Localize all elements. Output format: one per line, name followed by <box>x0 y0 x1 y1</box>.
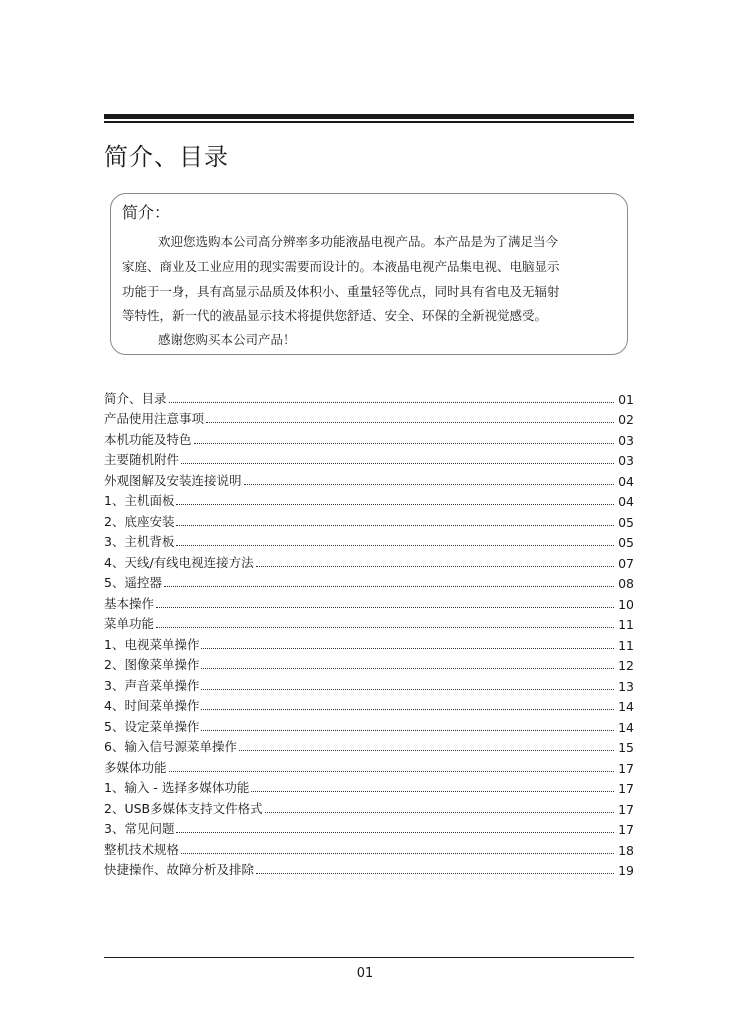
intro-heading: 简介： <box>122 203 171 222</box>
toc-entry-page: 14 <box>618 699 634 714</box>
toc-entry <box>104 427 634 448</box>
toc-entry-page: 14 <box>618 719 634 735</box>
toc-leader-dots <box>164 585 614 587</box>
toc-entry-page: 07 <box>618 555 634 571</box>
toc-entry <box>104 796 634 817</box>
toc-entry <box>104 694 634 715</box>
toc-entry-page: 12 <box>618 658 634 673</box>
toc-entry-label: 4、时间菜单操作 <box>104 698 200 713</box>
toc-entry <box>104 837 634 858</box>
toc-entry-label: 1、输入 - 选择多媒体功能 <box>104 780 250 795</box>
toc-entry-page: 17 <box>618 781 634 796</box>
toc-leader-dots <box>201 667 614 669</box>
toc-entry-label: 3、声音菜单操作 <box>104 677 200 693</box>
toc-entry <box>104 735 634 756</box>
toc-entry-page: 13 <box>618 678 634 694</box>
toc-entry <box>104 755 634 776</box>
toc-entry-label: 6、输入信号源菜单操作 <box>104 739 237 754</box>
toc-entry-page: 04 <box>618 473 634 489</box>
toc-entry <box>104 550 634 571</box>
header-rule-thick <box>104 114 634 119</box>
toc-leader-dots <box>181 852 614 854</box>
toc-entry-label: 5、设定菜单操作 <box>104 718 200 734</box>
toc-entry-page: 01 <box>618 391 634 407</box>
toc-leader-dots <box>181 462 614 464</box>
header-rule-thin <box>104 121 634 123</box>
toc-entry-label: 1、电视菜单操作 <box>104 636 200 652</box>
toc-entry-label: 4、天线/有线电视连接方法 <box>104 554 254 570</box>
toc-leader-dots <box>201 647 614 649</box>
toc-leader-dots <box>244 483 614 485</box>
toc-entry <box>104 530 634 551</box>
toc-entry-page: 17 <box>618 760 634 776</box>
toc-entry <box>104 489 634 510</box>
toc-leader-dots <box>176 831 614 833</box>
intro-line: 功能于一身，具有高显示品质及体积小、重量轻等优点，同时具有省电及无辐射 <box>122 284 560 299</box>
toc-leader-dots <box>256 565 614 567</box>
toc-leader-dots <box>206 421 614 423</box>
toc-entry <box>104 386 634 407</box>
toc-entry-label: 多媒体功能 <box>104 759 167 775</box>
toc-entry-page: 15 <box>618 740 634 755</box>
toc-leader-dots <box>201 708 614 710</box>
table-of-contents <box>104 386 634 878</box>
toc-entry-page: 08 <box>618 576 634 591</box>
toc-entry-label: 产品使用注意事项 <box>104 411 205 426</box>
toc-entry-label: 1、主机面板 <box>104 493 175 508</box>
toc-entry-page: 18 <box>618 842 634 858</box>
toc-leader-dots <box>176 503 614 505</box>
intro-line: 感谢您购买本公司产品！ <box>158 332 296 347</box>
toc-entry-label: 本机功能及特色 <box>104 431 192 447</box>
intro-line: 欢迎您选购本公司高分辨率多功能液晶电视产品。本产品是为了满足当今 <box>158 234 559 249</box>
toc-entry-page: 11 <box>618 617 634 632</box>
toc-entry <box>104 468 634 489</box>
toc-entry-page: 19 <box>618 863 634 878</box>
toc-leader-dots <box>265 811 614 813</box>
toc-leader-dots <box>194 442 614 444</box>
toc-entry-label: 外观图解及安装连接说明 <box>104 472 242 488</box>
toc-leader-dots <box>176 544 614 546</box>
toc-leader-dots <box>201 729 614 731</box>
footer-rule <box>104 957 634 958</box>
intro-line: 家庭、商业及工业应用的现实需要而设计的。本液晶电视产品集电视、电脑显示 <box>122 259 560 274</box>
toc-leader-dots <box>169 770 614 772</box>
toc-leader-dots <box>169 401 614 403</box>
toc-entry-page: 05 <box>618 535 634 550</box>
toc-entry <box>104 817 634 838</box>
toc-leader-dots <box>176 524 614 526</box>
toc-entry-label: 基本操作 <box>104 595 155 611</box>
toc-entry <box>104 509 634 530</box>
toc-entry-page: 02 <box>618 412 634 427</box>
toc-leader-dots <box>156 606 614 608</box>
toc-entry-page: 17 <box>618 801 634 817</box>
toc-entry-page: 03 <box>618 453 634 468</box>
toc-leader-dots <box>251 790 614 792</box>
intro-line: 等特性，新一代的液晶显示技术将提供您舒适、安全、环保的全新视觉感受。 <box>122 308 548 323</box>
toc-entry <box>104 673 634 694</box>
toc-entry <box>104 448 634 469</box>
toc-entry-label: 3、常见问题 <box>104 821 175 836</box>
toc-entry-page: 10 <box>618 596 634 612</box>
toc-entry <box>104 653 634 674</box>
toc-entry-page: 04 <box>618 494 634 509</box>
toc-leader-dots <box>156 626 614 628</box>
toc-entry <box>104 591 634 612</box>
toc-entry <box>104 612 634 633</box>
toc-entry-label: 快捷操作、故障分析及排除 <box>104 862 255 877</box>
toc-leader-dots <box>256 872 614 874</box>
toc-entry <box>104 714 634 735</box>
toc-leader-dots <box>201 688 614 690</box>
toc-entry-label: 2、底座安装 <box>104 513 175 529</box>
toc-entry-label: 5、遥控器 <box>104 575 162 590</box>
toc-entry-page: 03 <box>618 432 634 448</box>
toc-entry <box>104 632 634 653</box>
toc-entry-page: 11 <box>618 637 634 653</box>
toc-entry <box>104 858 634 879</box>
toc-entry <box>104 407 634 428</box>
toc-entry-page: 17 <box>618 822 634 837</box>
toc-entry-label: 3、主机背板 <box>104 534 175 549</box>
toc-entry-label: 2、图像菜单操作 <box>104 657 200 672</box>
toc-entry-label: 整机技术规格 <box>104 841 180 857</box>
toc-leader-dots <box>239 749 614 751</box>
toc-entry <box>104 571 634 592</box>
toc-entry-label: 主要随机附件 <box>104 452 180 467</box>
page-number: 01 <box>356 966 374 981</box>
toc-entry-label: 菜单功能 <box>104 616 155 631</box>
toc-entry-label: 2、USB多媒体支持文件格式 <box>104 800 263 816</box>
page-title: 简介、目录 <box>104 143 229 171</box>
toc-entry-label: 简介、目录 <box>104 390 167 406</box>
toc-entry <box>104 776 634 797</box>
toc-entry-page: 05 <box>618 514 634 530</box>
